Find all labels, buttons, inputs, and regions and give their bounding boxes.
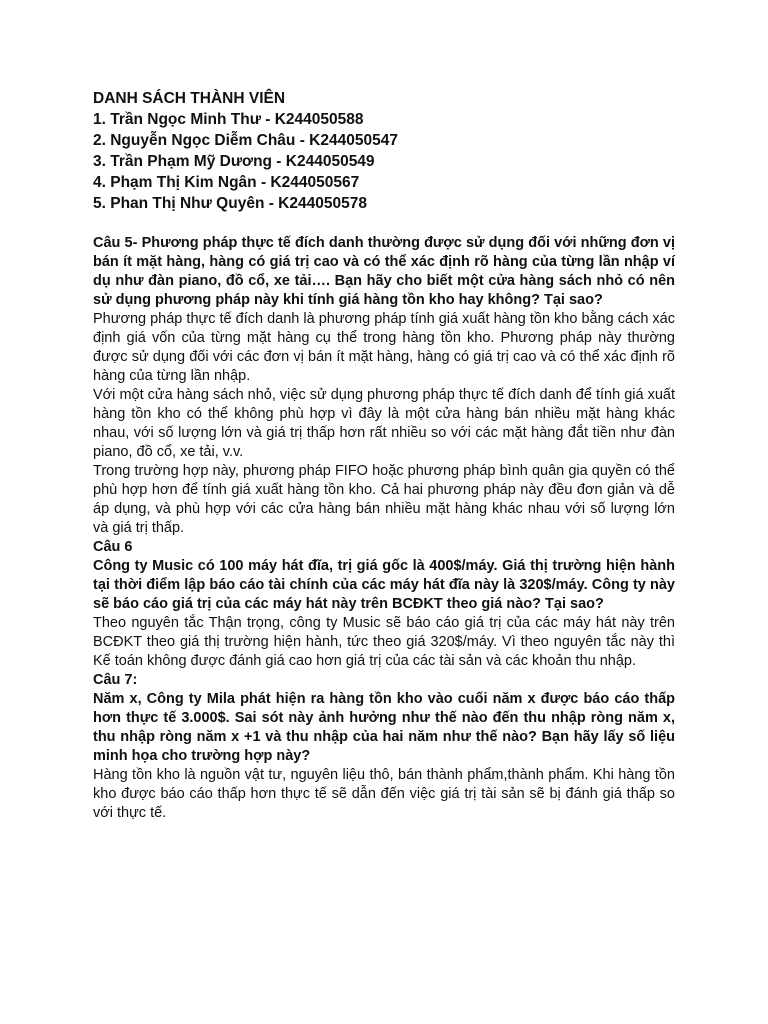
member-item: 5. Phan Thị Như Quyên - K244050578 — [93, 195, 367, 212]
member-list-title: DANH SÁCH THÀNH VIÊN — [93, 90, 286, 107]
question-5-answer: Trong trường hợp này, phương pháp FIFO hoặc phương pháp bình quân gia quyền có thể phù hợp hơn để tính giá xuất hàng tồn kho. Cả hai phương pháp này đều đơn giản và dễ áp dụng, và phù hợp với các cửa hàng bán nhiều mặt hàng khác nhau với số lượng lớn và giá trị thấp. — [93, 463, 675, 536]
question-5-section — [93, 234, 675, 538]
question-6-section — [93, 538, 675, 671]
member-list — [93, 88, 675, 214]
question-7-text: Năm x, Công ty Mila phát hiện ra hàng tồn kho vào cuối năm x được báo cáo thấp hơn thực tế 3.000$. Sai sót này ảnh hưởng như thế nào đến thu nhập ròng năm x, thu nhập ròng năm x +1 và thu nhập của hai năm như thế nào? Bạn hãy lấy số liệu minh họa cho trường hợp này? — [93, 691, 675, 764]
member-item: 3. Trần Phạm Mỹ Dương - K244050549 — [93, 153, 375, 170]
document-page — [93, 88, 675, 823]
question-7-answer: Hàng tồn kho là nguồn vật tư, nguyên liệu thô, bán thành phẩm,thành phẩm. Khi hàng tồn kho được báo cáo thấp hơn thực tế sẽ dẫn đến việc giá trị tài sản sẽ bị đánh giá thấp so với thực tế. — [93, 767, 675, 821]
question-5-answer: Với một cửa hàng sách nhỏ, việc sử dụng phương pháp thực tế đích danh để tính giá xuất hàng tồn kho có thể không phù hợp vì đây là một cửa hàng bán nhiều mặt hàng khác nhau, với số lượng lớn và giá trị thấp hơn rất nhiều so với các mặt hàng đắt tiền như đàn piano, đồ cổ, xe tải, v.v. — [93, 387, 675, 460]
question-6-answer: Theo nguyên tắc Thận trọng, công ty Music sẽ báo cáo giá trị của các máy hát này trên BCĐKT theo giá thị trường hiện hành, tức theo giá 320$/máy. Vì theo nguyên tắc này thì Kế toán không được đánh giá cao hơn giá trị của các tài sản và các khoản thu nhập. — [93, 615, 675, 669]
question-7-heading: Câu 7: — [93, 672, 138, 688]
member-item: 4. Phạm Thị Kim Ngân - K244050567 — [93, 174, 360, 191]
question-5-text: Câu 5- Phương pháp thực tế đích danh thường được sử dụng đối với những đơn vị bán ít mặt hàng, hàng có giá trị cao và có thể xác định rõ hàng của từng lần nhập ví dụ như đàn piano, đồ cổ, xe tải…. Bạn hãy cho biết một cửa hàng sách nhỏ có nên sử dụng phương pháp này khi tính giá hàng tồn kho hay không? Tại sao? — [93, 235, 675, 308]
question-6-heading: Câu 6 — [93, 539, 133, 555]
member-item: 1. Trần Ngọc Minh Thư - K244050588 — [93, 111, 364, 128]
member-item: 2. Nguyễn Ngọc Diễm Châu - K244050547 — [93, 132, 398, 149]
question-5-answer: Phương pháp thực tế đích danh là phương pháp tính giá xuất hàng tồn kho bằng cách xác định giá vốn của từng mặt hàng cụ thể trong hàng tồn kho. Phương pháp này thường được sử dụng đối với các đơn vị bán ít mặt hàng, hàng có giá trị cao và có thể xác định rõ hàng của từng lần nhập. — [93, 311, 675, 384]
question-6-text: Công ty Music có 100 máy hát đĩa, trị giá gốc là 400$/máy. Giá thị trường hiện hành tại thời điểm lập báo cáo tài chính của các máy hát đĩa này là 320$/máy. Công ty này sẽ báo cáo giá trị của các máy hát này trên BCĐKT theo giá nào? Tại sao? — [93, 558, 675, 612]
question-7-section — [93, 671, 675, 823]
